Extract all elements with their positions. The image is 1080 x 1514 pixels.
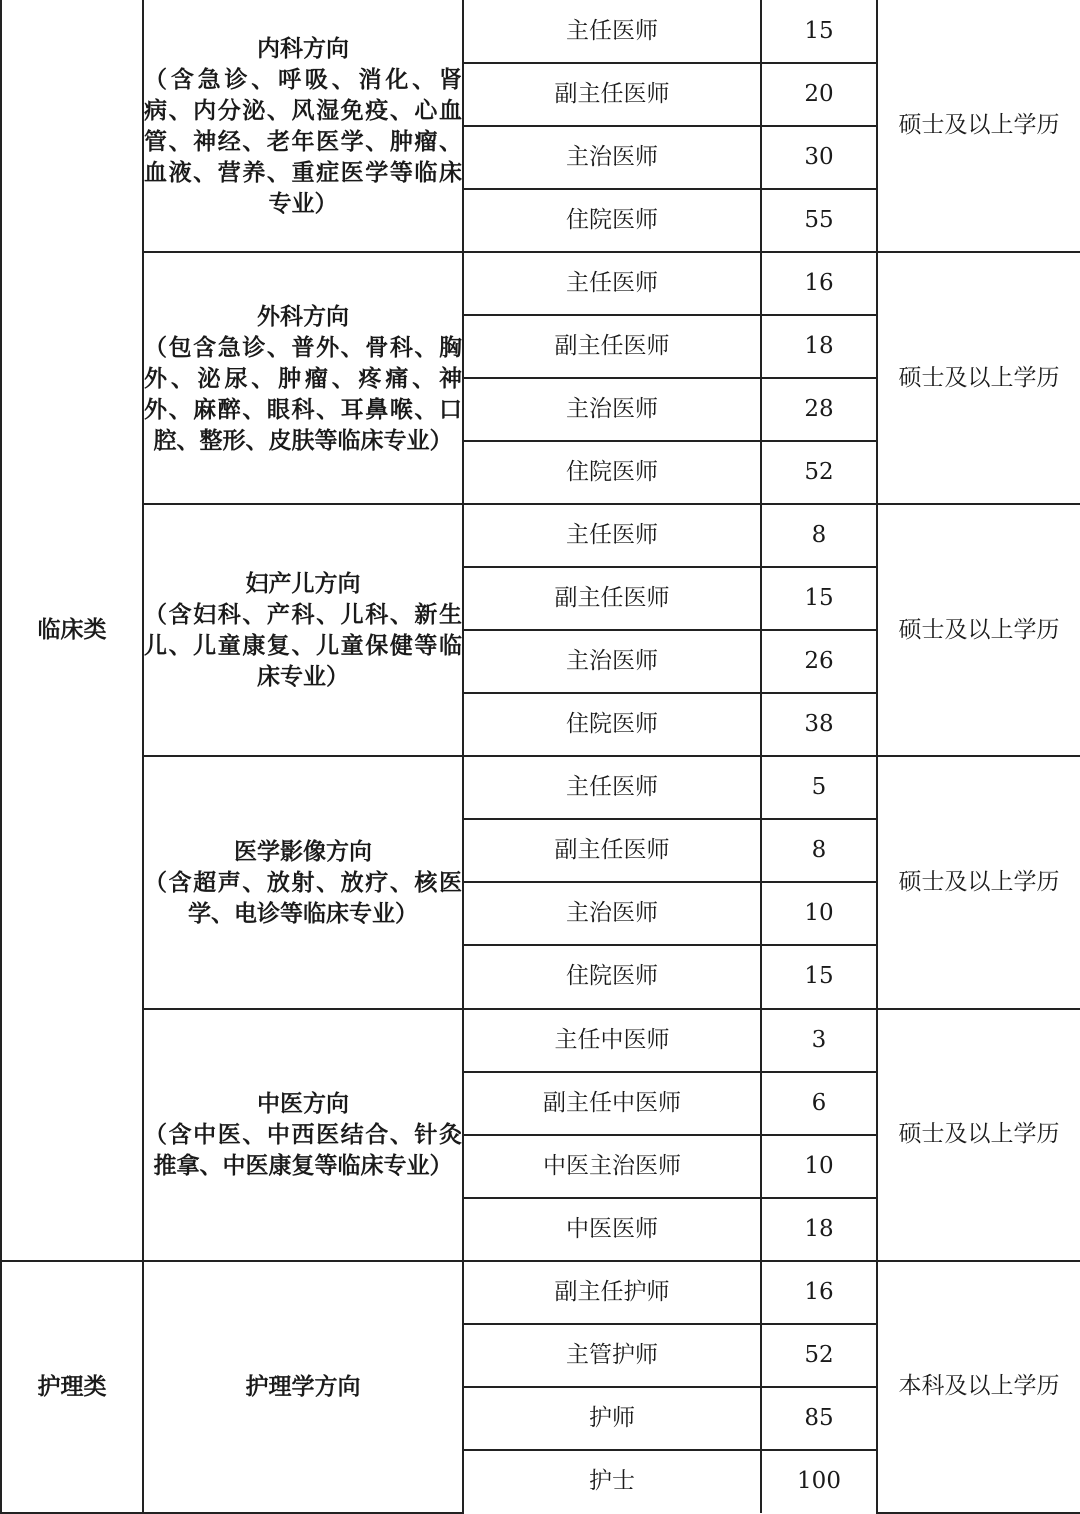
position-title: 住院医师 bbox=[463, 693, 761, 756]
position-title: 副主任医师 bbox=[463, 819, 761, 882]
table-row bbox=[1, 1009, 1080, 1072]
position-title: 主管护师 bbox=[463, 1324, 761, 1387]
position-title: 主任中医师 bbox=[463, 1009, 761, 1072]
position-count: 18 bbox=[761, 1198, 877, 1261]
direction-scope: （含急诊、呼吸、消化、肾病、内分泌、风湿免疫、心血管、神经、老年医学、肿瘤、血液、营养、重症医学等临床专业） bbox=[144, 65, 462, 217]
position-title: 主治医师 bbox=[463, 126, 761, 189]
position-title: 主治医师 bbox=[463, 630, 761, 693]
position-title: 护师 bbox=[463, 1387, 761, 1450]
direction-name: 外科方向 bbox=[257, 302, 349, 330]
position-count: 52 bbox=[761, 1324, 877, 1387]
table-row bbox=[1, 1261, 1080, 1324]
position-title: 副主任医师 bbox=[463, 567, 761, 630]
position-title: 副主任护师 bbox=[463, 1261, 761, 1324]
direction-scope: （含妇科、产科、儿科、新生儿、儿童康复、儿童保健等临床专业） bbox=[144, 601, 462, 691]
education-requirement: 硕士及以上学历 bbox=[877, 756, 1080, 1008]
education-requirement: 本科及以上学历 bbox=[877, 1261, 1080, 1513]
position-title: 副主任中医师 bbox=[463, 1072, 761, 1135]
position-count: 55 bbox=[761, 189, 877, 252]
position-count: 16 bbox=[761, 252, 877, 315]
category-cell: 临床类 bbox=[1, 0, 143, 1261]
position-title: 副主任医师 bbox=[463, 315, 761, 378]
position-count: 85 bbox=[761, 1387, 877, 1450]
direction-scope: （含中医、中西医结合、针灸推拿、中医康复等临床专业） bbox=[144, 1121, 462, 1180]
position-title: 主任医师 bbox=[463, 252, 761, 315]
direction-cell bbox=[143, 252, 463, 504]
position-count: 8 bbox=[761, 819, 877, 882]
position-title: 主任医师 bbox=[463, 756, 761, 819]
position-count: 8 bbox=[761, 504, 877, 567]
position-count: 18 bbox=[761, 315, 877, 378]
table-row bbox=[1, 0, 1080, 63]
direction-cell bbox=[143, 504, 463, 756]
position-title: 副主任医师 bbox=[463, 63, 761, 126]
position-count: 38 bbox=[761, 693, 877, 756]
position-count: 20 bbox=[761, 63, 877, 126]
table-row bbox=[1, 504, 1080, 567]
position-count: 26 bbox=[761, 630, 877, 693]
position-title: 主任医师 bbox=[463, 0, 761, 63]
education-requirement: 硕士及以上学历 bbox=[877, 1009, 1080, 1261]
direction-cell bbox=[143, 0, 463, 252]
direction-name: 中医方向 bbox=[257, 1090, 349, 1118]
direction-cell bbox=[143, 1261, 463, 1513]
position-title: 住院医师 bbox=[463, 189, 761, 252]
position-title: 住院医师 bbox=[463, 441, 761, 504]
position-count: 100 bbox=[761, 1450, 877, 1513]
table-row bbox=[1, 756, 1080, 819]
position-count: 52 bbox=[761, 441, 877, 504]
direction-cell bbox=[143, 1009, 463, 1261]
position-count: 28 bbox=[761, 378, 877, 441]
table-row bbox=[1, 252, 1080, 315]
position-title: 主治医师 bbox=[463, 882, 761, 945]
direction-scope: （包含急诊、普外、骨科、胸外、泌尿、肿瘤、疼痛、神外、麻醉、眼科、耳鼻喉、口腔、整形、皮肤等临床专业） bbox=[144, 333, 462, 454]
direction-scope: （含超声、放射、放疗、核医学、电诊等临床专业） bbox=[144, 868, 462, 927]
position-title: 主任医师 bbox=[463, 504, 761, 567]
direction-name: 医学影像方向 bbox=[234, 837, 372, 865]
direction-name: 护理学方向 bbox=[245, 1373, 361, 1401]
position-count: 5 bbox=[761, 756, 877, 819]
position-title: 主治医师 bbox=[463, 378, 761, 441]
education-requirement: 硕士及以上学历 bbox=[877, 504, 1080, 756]
position-count: 15 bbox=[761, 567, 877, 630]
direction-name: 妇产儿方向 bbox=[245, 570, 361, 598]
position-count: 16 bbox=[761, 1261, 877, 1324]
position-title: 护士 bbox=[463, 1450, 761, 1513]
education-requirement: 硕士及以上学历 bbox=[877, 0, 1080, 252]
position-title: 中医主治医师 bbox=[463, 1135, 761, 1198]
direction-name: 内科方向 bbox=[257, 34, 349, 62]
position-count: 30 bbox=[761, 126, 877, 189]
position-count: 6 bbox=[761, 1072, 877, 1135]
position-count: 10 bbox=[761, 1135, 877, 1198]
direction-cell bbox=[143, 756, 463, 1008]
position-title: 中医医师 bbox=[463, 1198, 761, 1261]
position-count: 15 bbox=[761, 0, 877, 63]
position-count: 15 bbox=[761, 945, 877, 1008]
education-requirement: 硕士及以上学历 bbox=[877, 252, 1080, 504]
recruitment-table-body bbox=[1, 0, 1080, 1513]
category-cell: 护理类 bbox=[1, 1261, 143, 1513]
position-title: 住院医师 bbox=[463, 945, 761, 1008]
position-count: 3 bbox=[761, 1009, 877, 1072]
position-count: 10 bbox=[761, 882, 877, 945]
